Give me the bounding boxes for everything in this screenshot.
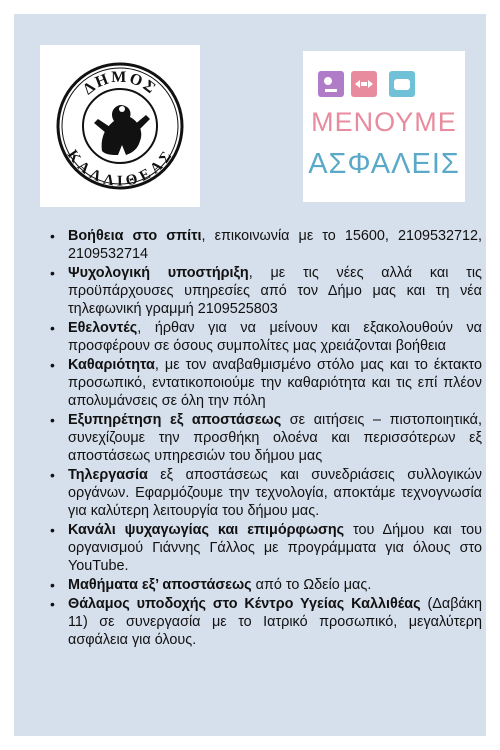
list-item: [44, 576, 482, 594]
bullet-icon: •: [50, 357, 55, 373]
municipality-seal-icon: [40, 45, 200, 207]
item-text: εξ αποστάσεως και συνεδριάσεις συλλογικών οργάνων. Εφαρμόζουμε την τεχνολογία, αποκτάμε τεχνογνωσία για καλύτερη λειτουργία του δήμου μας.: [68, 467, 482, 519]
svg-text:ΔΗΜΟΣ: [80, 69, 160, 98]
bullet-icon: •: [50, 522, 55, 538]
item-title: Καθαριότητα: [68, 357, 155, 373]
list-item: [44, 264, 482, 318]
logo-line-asfaleis: ΑΣΦΑΛΕΙΣ: [308, 148, 460, 180]
content-panel: [14, 14, 486, 736]
item-title: Μαθήματα εξ’ αποστάσεως: [68, 577, 252, 593]
list-item: [44, 227, 482, 263]
item-title: Ψυχολογική υποστήριξη: [68, 265, 249, 281]
item-text: , επικοινωνία με το 15600, 2109532712, 2109532714: [68, 228, 482, 262]
list-item: [44, 466, 482, 520]
bullet-icon: •: [50, 577, 55, 593]
seal-text-top: ΔΗΜΟΣ: [80, 68, 160, 99]
item-title: Εξυπηρέτηση εξ αποστάσεως: [68, 412, 282, 428]
bullet-icon: •: [50, 596, 55, 612]
bullet-icon: •: [50, 412, 55, 428]
seal-text-bottom: ΚΑΛΛΙΘΕΑΣ: [63, 147, 177, 190]
item-text: σε αιτήσεις – πιστοποιητικά, συνεχίζουμε την προσθήκη ολοένα και περισσότερων εξ αποστάσεως υπηρεσιών του δήμου μας: [68, 412, 482, 464]
municipality-logo: [40, 45, 200, 207]
list-item: [44, 595, 482, 649]
svg-text:ΚΑΛΛΙΘΕΑΣ: [64, 147, 177, 189]
services-list: [44, 227, 482, 650]
item-text: , ήρθαν για να μείνουν και εξακολουθούν να προσφέρουν σε όσους συμπολίτες μας χρειάζονται βοήθεια: [68, 320, 482, 354]
item-text: του Δήμου και του οργανισμού Γιάννης Γάλλος με προγράμματα για όλους στο YouTube.: [68, 522, 482, 574]
bullet-icon: •: [50, 228, 55, 244]
list-item: [44, 521, 482, 575]
item-text: (Δαβάκη 11) σε συνεργασία με το Ιατρικό προσωπικό, μεγαλύτερη ασφάλεια για όλους.: [68, 596, 482, 648]
bullet-icon: •: [50, 265, 55, 281]
bullet-icon: •: [50, 467, 55, 483]
item-title: Θάλαμος υποδοχής στο Κέντρο Υγείας Καλλιθέας: [68, 596, 421, 612]
menoume-asfaleis-logo: [303, 51, 465, 202]
logo-line-menoume: ΜΕΝΟΥΜΕ: [311, 107, 457, 137]
bullet-icon: •: [50, 320, 55, 336]
item-title: Κανάλι ψυχαγωγίας και επιμόρφωσης: [68, 522, 345, 538]
item-text: , με τις νέες αλλά και τις προϋπάρχουσες υπηρεσίες από τον Δήμο μας και τη νέα τηλεφωνική γραμμή 2109525803: [68, 265, 482, 317]
item-title: Τηλεργασία: [68, 467, 148, 483]
handwash-icon: [318, 71, 344, 97]
item-title: Εθελοντές: [68, 320, 138, 336]
item-text: από το Ωδείο μας.: [251, 577, 372, 593]
item-title: Βοήθεια στο σπίτι: [68, 228, 202, 244]
list-item: [44, 319, 482, 355]
list-item: [44, 411, 482, 465]
list-item: [44, 356, 482, 410]
item-text: , με τον αναβαθμισμένο στόλο μας και το έκτακτο προσωπικό, εντατικοποιούμε την καθαριότητα και τις επί πλέον απολυμάνσεις σε όλη την πόλη: [68, 357, 482, 409]
